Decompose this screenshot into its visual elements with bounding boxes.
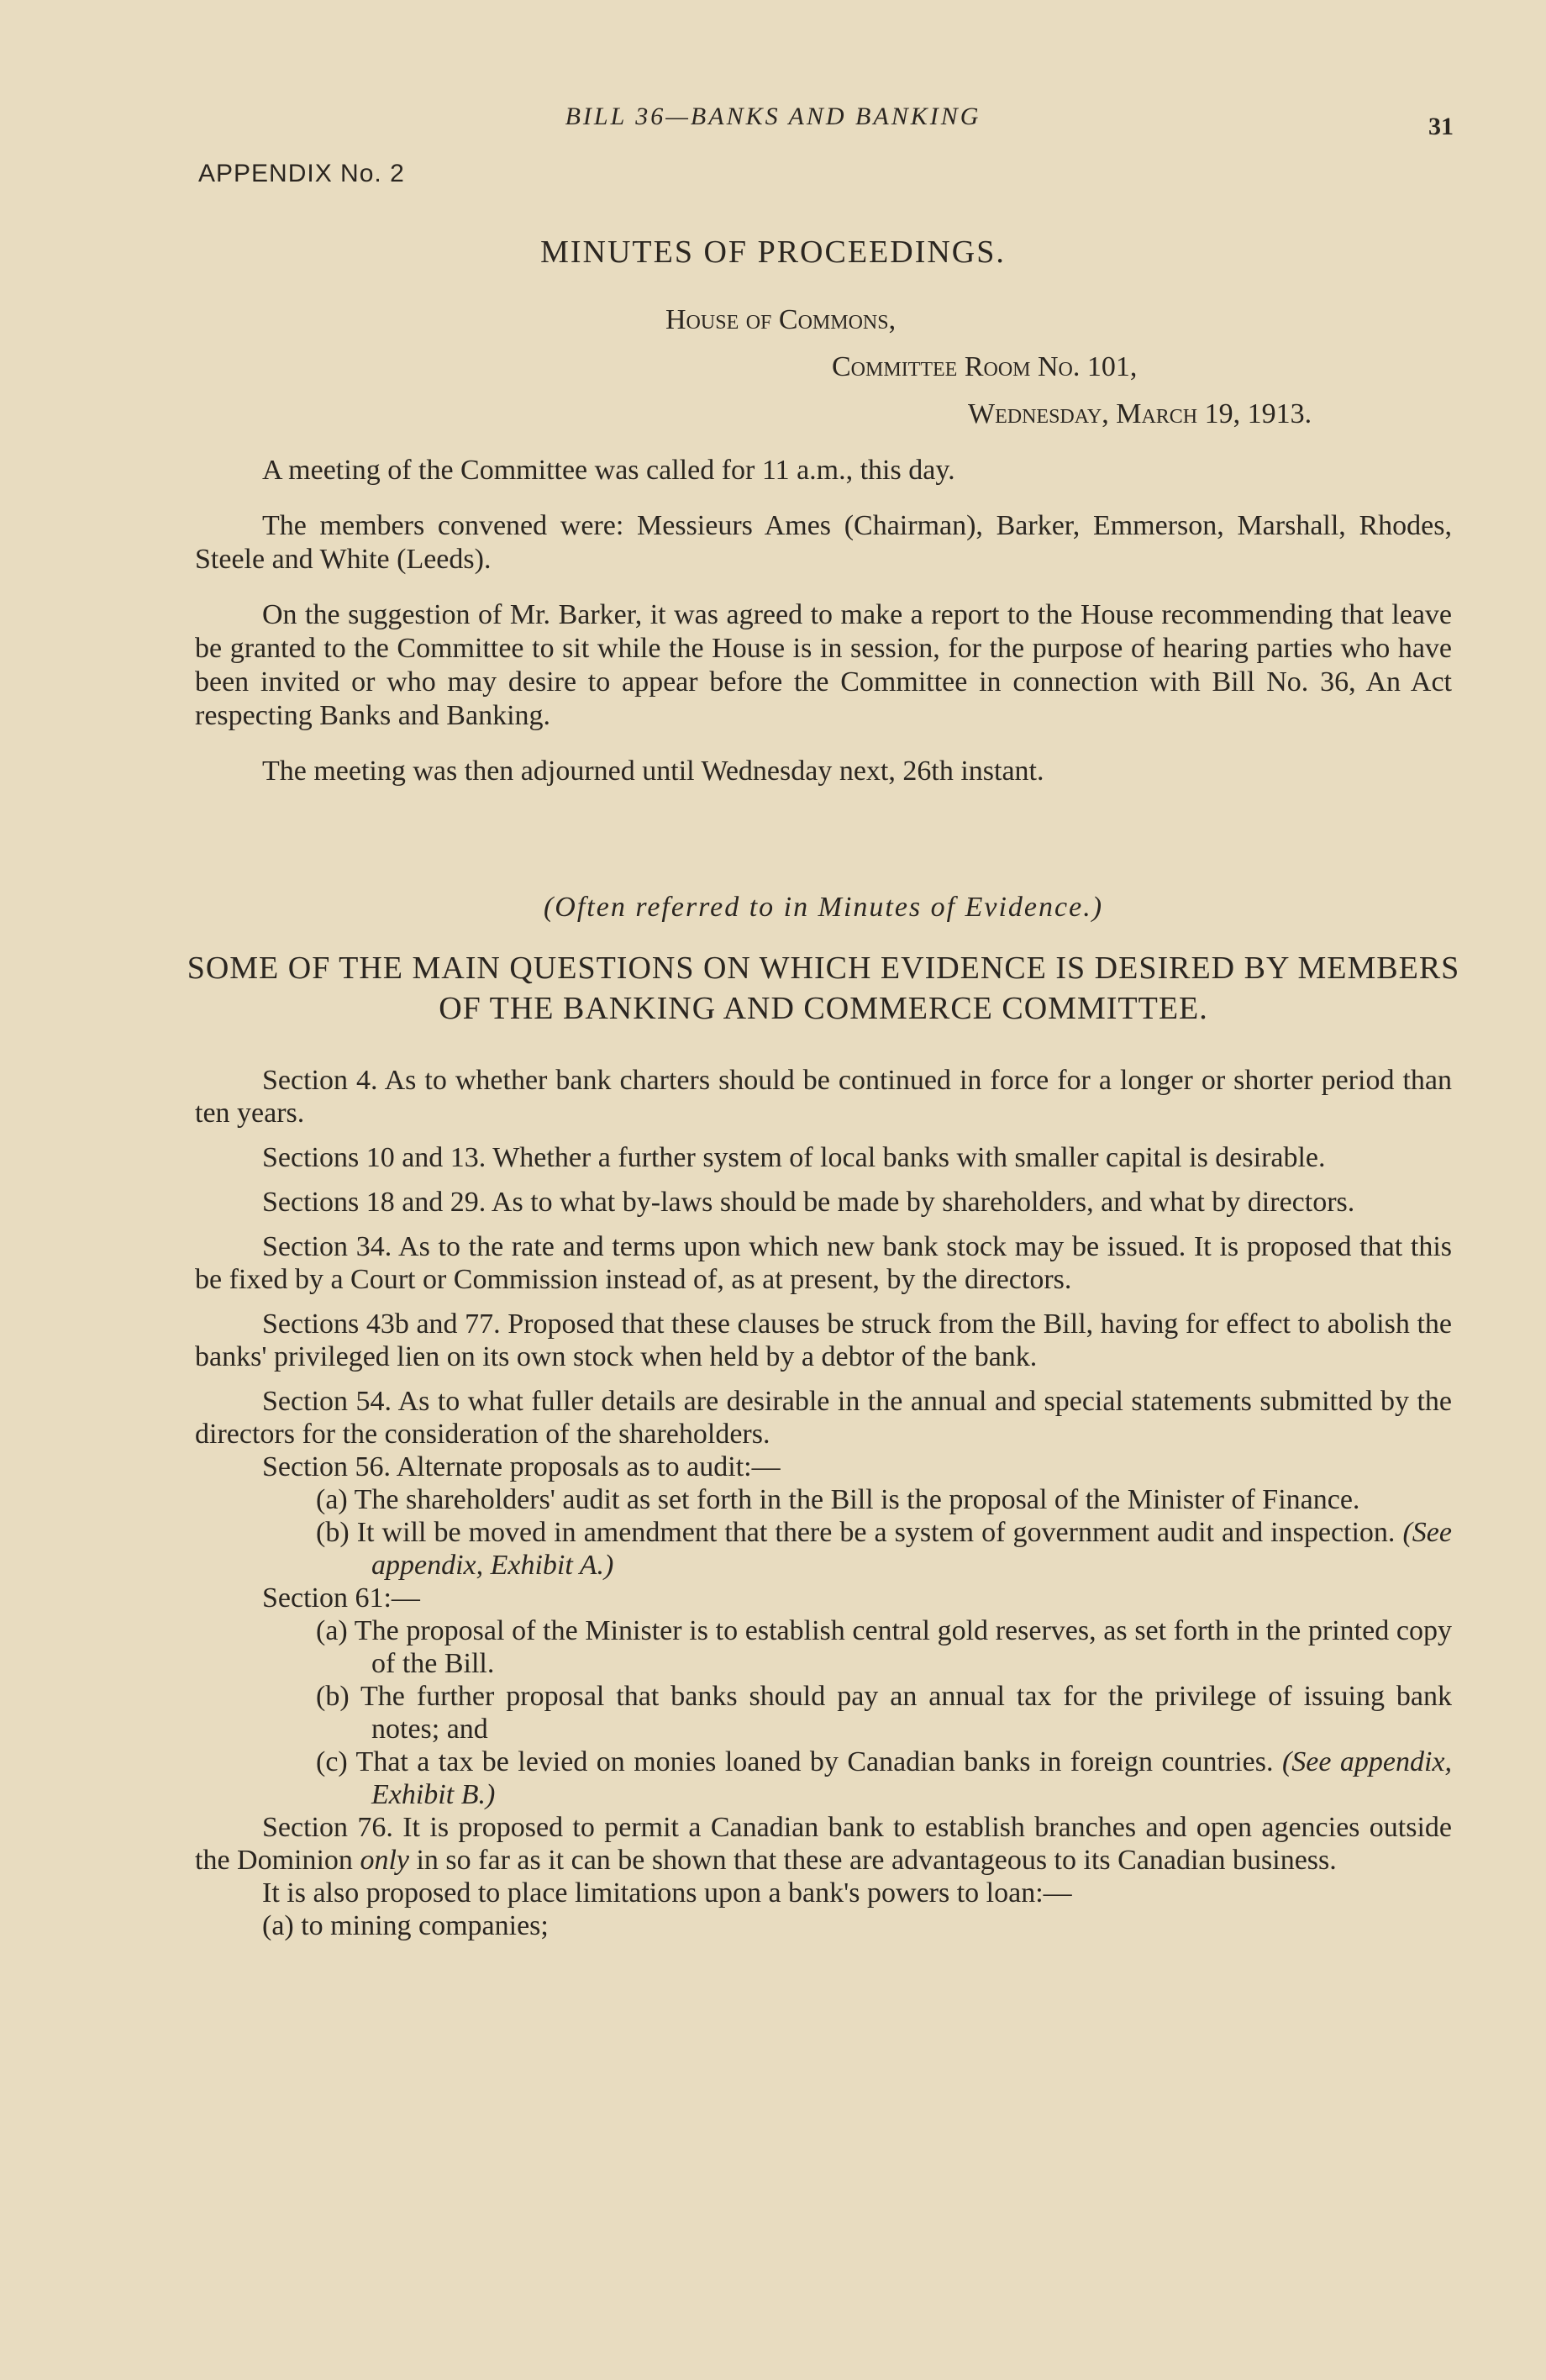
list-item: (b) The further proposal that banks should pay an annual tax for the privilege of issuing bank notes; and xyxy=(316,1681,1452,1745)
section-paragraph: Sections 10 and 13. Whether a further system of local banks with smaller capital is desirable. xyxy=(262,1142,1326,1173)
list-item xyxy=(195,1746,1452,1811)
minutes-paragraph: The meeting was then adjourned until Wednesday next, 26th instant. xyxy=(262,756,1044,787)
list-item-text: (c) That a tax be levied on monies loaned by Canadian banks in foreign countries. xyxy=(316,1746,1274,1777)
address-line-2: Committee Room No. 101, xyxy=(832,351,1138,382)
running-head: BILL 36—BANKS AND BANKING xyxy=(565,103,981,130)
section-paragraph: Section 4. As to whether bank charters should be continued in force for a longer or shorter period than ten years. xyxy=(195,1065,1452,1129)
section-paragraph: It is also proposed to place limitations upon a bank's powers to loan:— xyxy=(262,1877,1072,1909)
minutes-body xyxy=(195,454,1452,788)
minutes-paragraph: The members convened were: Messieurs Ames (Chairman), Barker, Emmerson, Marshall, Rhodes, Steele and White (Leeds). xyxy=(195,510,1452,575)
section-paragraph: Sections 43b and 77. Proposed that these clauses be struck from the Bill, having for effect to abolish the banks' privileged lien on its own stock when held by a debtor of the bank. xyxy=(195,1308,1452,1372)
address-line-1: House of Commons, xyxy=(665,304,897,335)
exhibit-reference: (See appendix, Exhibit A.) xyxy=(371,1517,1452,1581)
evidence-note: (Often referred to in Minutes of Evidence.) xyxy=(543,892,1104,923)
section-paragraph: Section 61:— xyxy=(262,1582,420,1614)
section-text: Section 76. It is proposed to permit a Canadian bank to establish branches and open agencies outside the Dominion xyxy=(195,1812,1452,1876)
list-item: (a) The proposal of the Minister is to establish central gold reserves, as set forth in the printed copy of the Bill. xyxy=(316,1615,1452,1679)
exhibit-reference: (See appendix, Exhibit B.) xyxy=(371,1746,1452,1810)
section-paragraph: Section 34. As to the rate and terms upon which new bank stock may be issued. It is proposed that this be fixed by a Court or Commission instead of, as at present, by the directors. xyxy=(195,1231,1452,1295)
list-item-text: (b) It will be moved in amendment that there be a system of government audit and inspection. xyxy=(316,1517,1396,1548)
section-paragraph: Section 56. Alternate proposals as to audit:— xyxy=(262,1451,781,1482)
appendix-label: APPENDIX No. 2 xyxy=(198,160,405,187)
address-line-3: Wednesday, March 19, 1913. xyxy=(968,398,1312,429)
section-text: in so far as it can be shown that these are advantageous to its Canadian business. xyxy=(416,1845,1337,1876)
minutes-title: MINUTES OF PROCEEDINGS. xyxy=(540,234,1006,270)
emphasis-text: only xyxy=(360,1845,409,1876)
section-paragraph: Sections 18 and 29. As to what by-laws should be made by shareholders, and what by directors. xyxy=(262,1187,1355,1218)
questions-title: SOME OF THE MAIN QUESTIONS ON WHICH EVIDENCE IS DESIRED BY MEMBERS OF THE BANKING AND COMMERCE COMMITTEE. xyxy=(187,950,1460,1026)
list-item: (a) to mining companies; xyxy=(262,1910,549,1941)
minutes-paragraph: A meeting of the Committee was called for 11 a.m., this day. xyxy=(262,455,955,486)
section-paragraph xyxy=(195,1811,1452,1877)
section-paragraph: Section 54. As to what fuller details are desirable in the annual and special statements submitted by the directors for the consideration of the shareholders. xyxy=(195,1386,1452,1450)
questions-body xyxy=(195,1064,1452,1942)
page-number: 31 xyxy=(1428,113,1454,140)
list-item: (a) The shareholders' audit as set forth in the Bill is the proposal of the Minister of Finance. xyxy=(316,1484,1360,1515)
minutes-paragraph: On the suggestion of Mr. Barker, it was agreed to make a report to the House recommending that leave be granted to the Committee to sit while the House is in session, for the purpose of hearing parties who have been invited or who may desire to appear before the Committee in connection with Bill No. 36, An Act respecting Banks and Banking. xyxy=(195,599,1452,731)
list-item xyxy=(195,1516,1452,1582)
